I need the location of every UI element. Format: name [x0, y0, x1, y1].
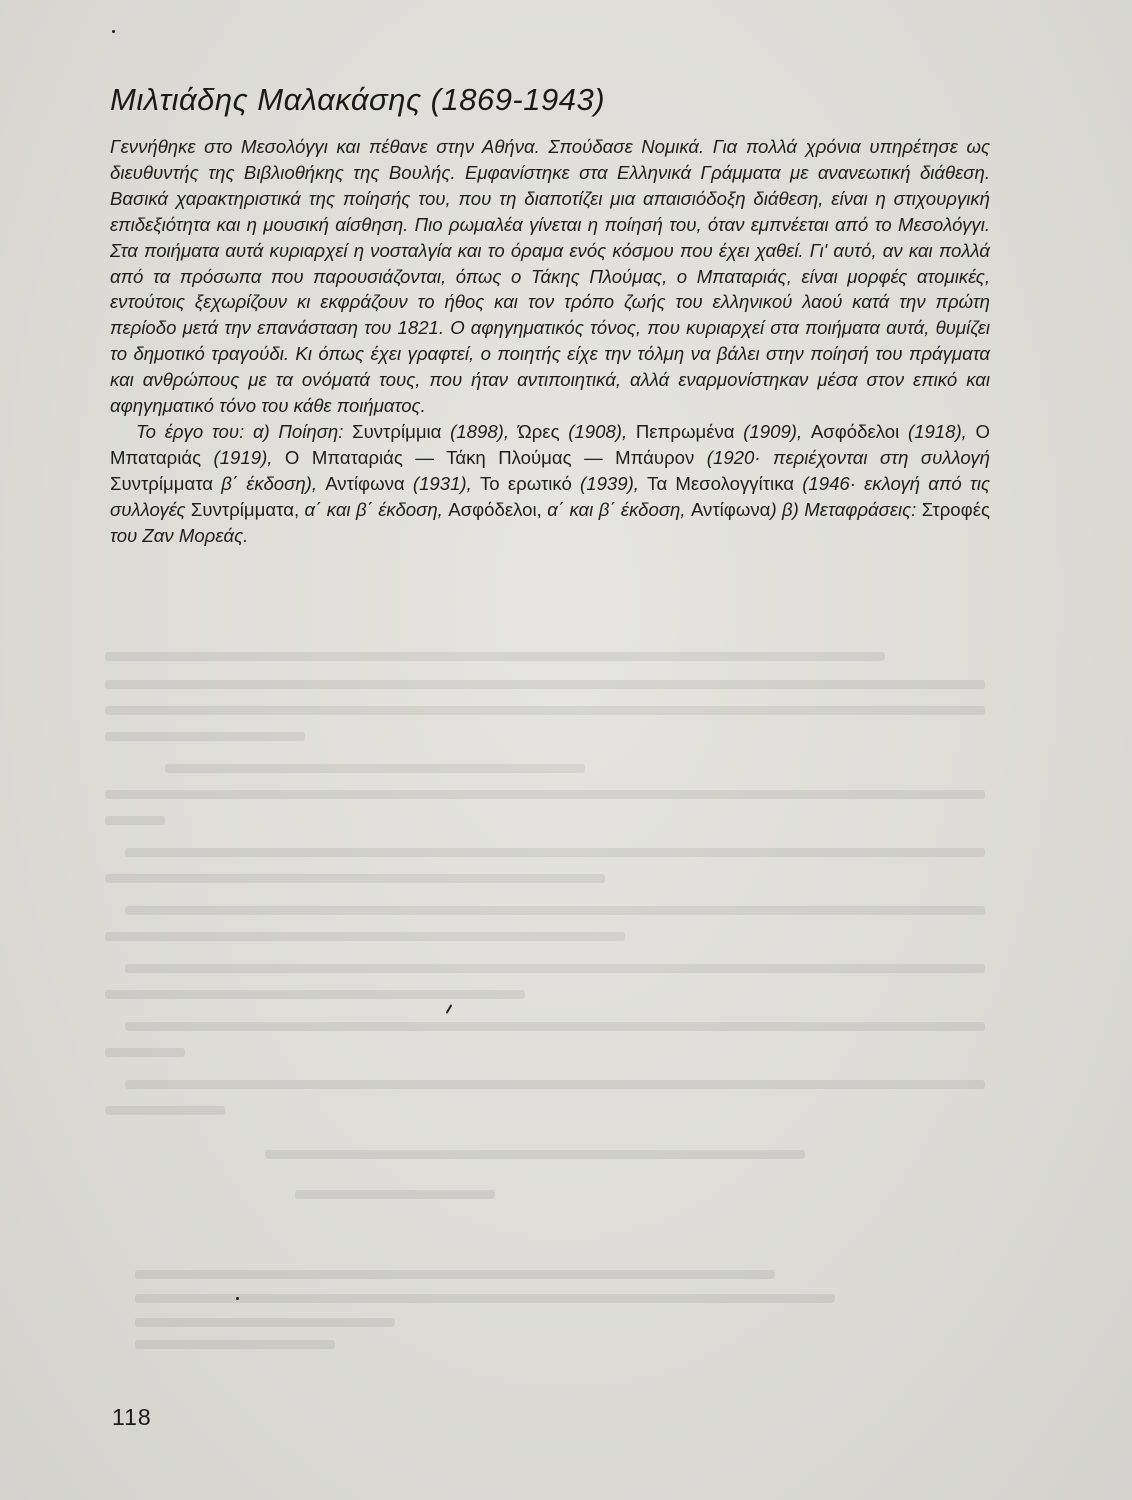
- works-text: (1918),: [899, 420, 976, 442]
- bleed-through-line: [125, 1080, 985, 1089]
- work-title: Ασφόδελοι: [810, 420, 900, 442]
- biography-paragraph: Γεννήθηκε στο Μεσολόγγι και πέθανε στην Αθήνα. Σπούδασε Νομικά. Για πολλά χρόνια υπηρέτησε ως διευθυντής της Βιβλιοθήκης της Βουλής. Εμφανίστηκε στα Ελληνικά Γράμματα με ανανεωτική διάθεση. Βασικά χαρακτηριστικά της ποίησής του, που τη διαποτίζει μια απαισιόδοξη διάθεση, είναι η στιχουργική επιδεξιότητα και η μουσική αίσθηση. Πιο ρωμαλέα γίνεται η ποίησή του, όταν εμπνέεται από το Μεσολόγγι. Στα ποιήματα αυτά κυριαρχεί η νοσταλγία και το όραμα ενός κόσμου που έχει χαθεί. Γι' αυτό, αν και πολλά από τα πρόσωπα που παρουσιάζονται, όπως ο Τάκης Πλούμας, ο Μπαταριάς, είναι μορφές ατομικές, εντούτοις ξεχωρίζουν κι εκφράζουν το ήθος και τον τρόπο ζωής του ελληνικού λαού κατά την πρώτη περίοδο μετά την επανάσταση του 1821. Ο αφηγηματικός τόνος, που κυριαρχεί στα ποιήματα αυτά, θυμίζει το δημοτικό τραγούδι. Κι όπως έχει γραφτεί, ο ποιητής είχε την τόλμη να βάλει στην ποίησή του πράγματα και ανθρώπους με τα ονόματά τους, που ήταν αντιποιητικά, αλλά εναρμονίστηκαν μέσα στον επικό και αφηγηματικό τόνο του κάθε ποιήματος.: [110, 136, 990, 417]
- page-number: 118: [112, 1404, 152, 1430]
- bleed-through-line: [125, 964, 985, 973]
- work-title: Ώρες: [517, 420, 560, 442]
- bleed-through-line: [105, 790, 985, 799]
- bleed-through-line: [105, 1106, 225, 1115]
- works-text: (1898),: [441, 420, 518, 442]
- works-paragraph: [110, 419, 990, 549]
- speck: [446, 1004, 453, 1014]
- bleed-through-line: [105, 990, 525, 999]
- works-text: (1946· εκλογή από τις συλλογές: [110, 472, 991, 520]
- bleed-through-line: [135, 1340, 335, 1349]
- work-title: Συντρίμματα: [110, 472, 214, 494]
- main-text: [110, 134, 990, 549]
- works-text: β΄ έκδοση),: [213, 472, 326, 494]
- bleed-through-line: [105, 932, 625, 941]
- work-title: Τα Μεσολογγίτικα: [647, 472, 795, 494]
- work-title: Ο Μπαταριάς: [110, 420, 991, 468]
- bleed-through-line: [105, 874, 605, 883]
- works-text: (1908),: [559, 420, 636, 442]
- work-title: Συντρίμμια: [352, 420, 442, 442]
- works-text: (1939),: [571, 472, 648, 494]
- works-text: α΄ και β΄ έκδοση,: [299, 498, 449, 520]
- work-title: Ο Μπαταριάς — Τάκη Πλούμας — Μπάυρον: [284, 446, 695, 468]
- bleed-through-text: [105, 630, 985, 1350]
- bleed-through-line: [125, 848, 985, 857]
- bleed-through-line: [125, 1022, 985, 1031]
- bleed-through-line: [165, 764, 585, 773]
- bleed-through-line: [135, 1294, 835, 1303]
- works-text: ) β) Μεταφράσεις:: [770, 498, 922, 520]
- works-text: Το έργο του: α) Ποίηση:: [136, 420, 353, 442]
- works-text: (1919),: [201, 446, 285, 468]
- bleed-through-line: [125, 906, 985, 915]
- bleed-through-line: [105, 652, 885, 661]
- works-text: (1909),: [734, 420, 811, 442]
- bleed-through-line: [105, 1048, 185, 1057]
- works-text: (1920· περιέχονται στη συλλογή: [694, 446, 990, 468]
- bleed-through-line: [105, 680, 985, 689]
- works-text: α΄ και β΄ έκδοση,: [541, 498, 691, 520]
- works-text: του Ζαν Μορεάς.: [110, 524, 249, 546]
- work-title: Αντίφωνα: [325, 472, 405, 494]
- bleed-through-line: [135, 1318, 395, 1327]
- work-title: Αντίφωνα: [690, 498, 771, 520]
- bleed-through-line: [295, 1190, 495, 1199]
- work-title: Συντρίμματα,: [190, 498, 300, 520]
- work-title: Πεπρωμένα: [635, 420, 735, 442]
- speck: [112, 30, 115, 33]
- bleed-through-line: [105, 706, 985, 715]
- speck: [236, 1297, 239, 1300]
- bleed-through-line: [105, 732, 305, 741]
- work-title: Ασφόδελοι,: [448, 498, 542, 520]
- works-text: (1931),: [404, 472, 480, 494]
- work-title: Το ερωτικό: [479, 472, 572, 494]
- page-title: Μιλτιάδης Μαλακάσης (1869-1943): [110, 82, 606, 117]
- bleed-through-line: [135, 1270, 775, 1279]
- work-title: Στροφές: [921, 498, 990, 520]
- bleed-through-line: [265, 1150, 805, 1159]
- bleed-through-line: [105, 816, 165, 825]
